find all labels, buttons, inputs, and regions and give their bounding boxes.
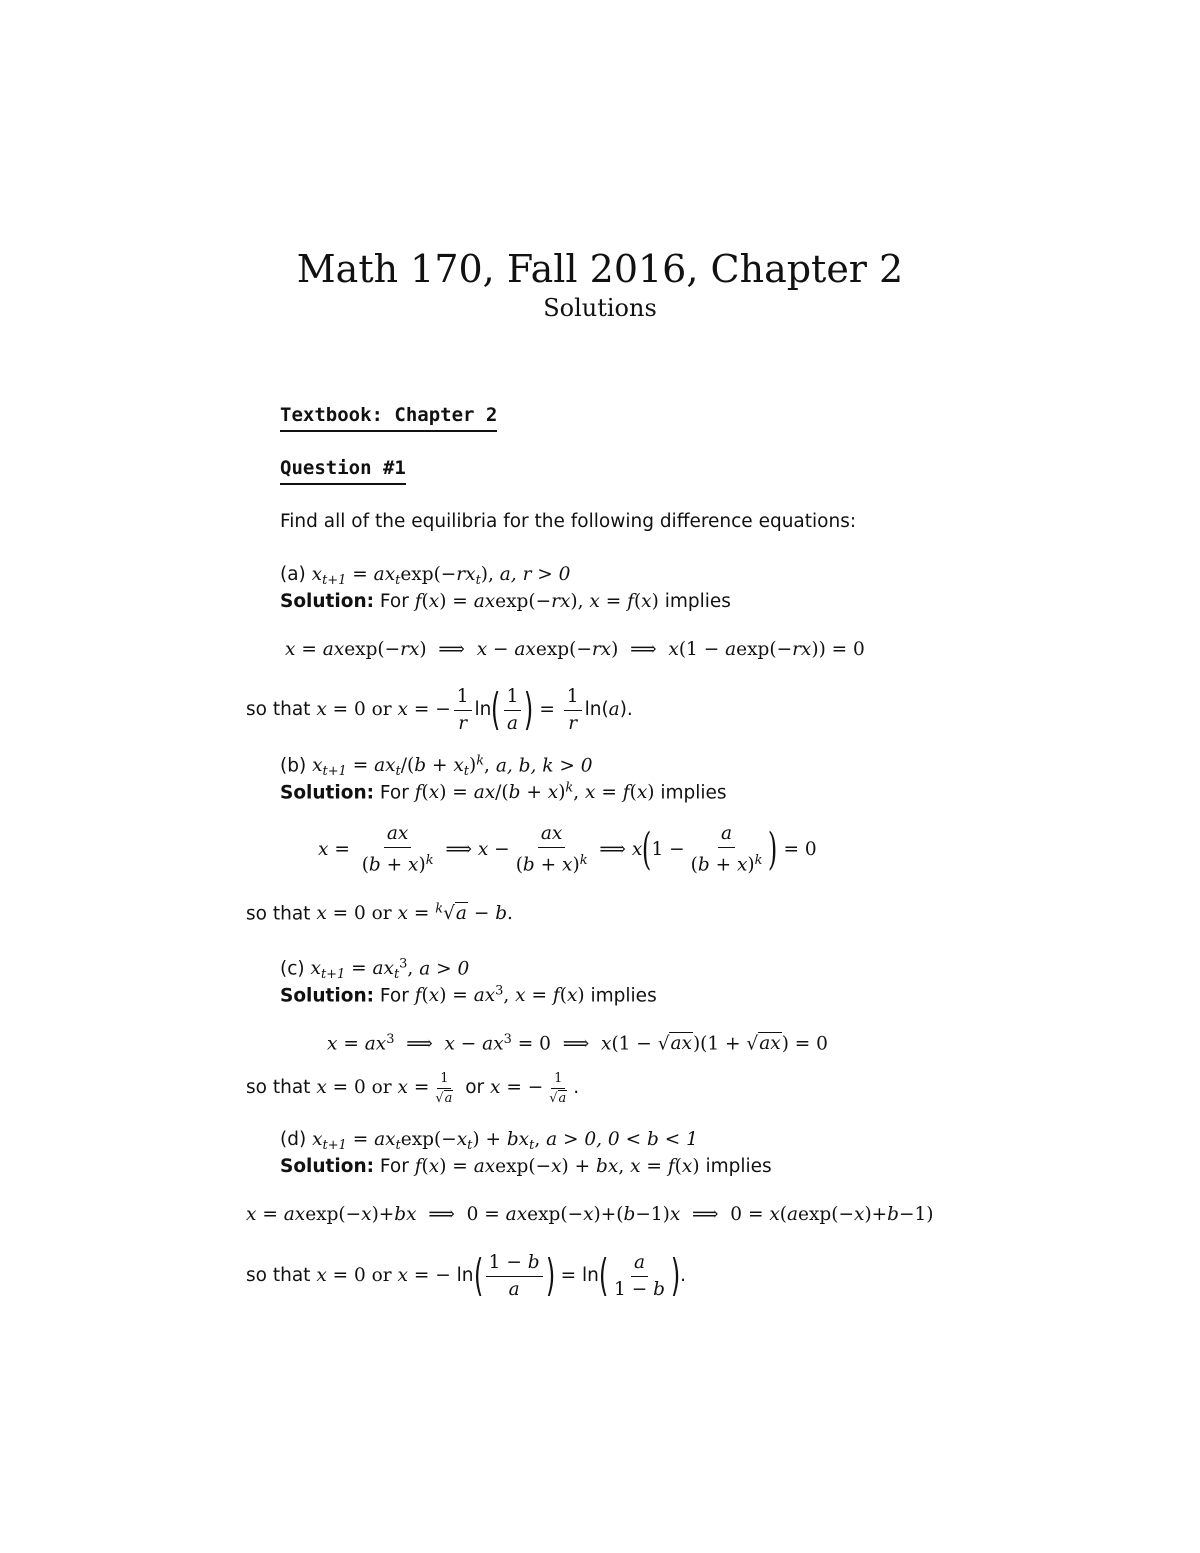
part-b-label: (b) [280,755,307,777]
solution-label: Solution: [280,591,375,612]
solution-label: Solution: [280,985,375,1007]
part-b-equation: x = $\frac{ax}{(b + x)^k}$ ⟹ x − $\frac{ax}{(b + x)^k}$ ⟹ x ( 1 − $\frac{a}{(b + x)^k}$ ) = 0 [318,823,817,876]
part-c-solution-line: Solution: For $f(x) = ax^3$, x = f(x) implies [280,984,657,1007]
implies-text: implies [705,1156,772,1177]
part-c-statement: (c) $x_{t+1} = ax_t^3$, a > 0 [280,957,470,983]
document-title: Math 170, Fall 2016, Chapter 2 [296,247,904,291]
part-b-statement: (b) $x_{t+1} = ax_t/(b + x_t)^k$, a, b, k > 0 [280,754,593,780]
so-that-text: so that [246,903,311,925]
part-d-result: so that x = 0 or x = − ln ( $\frac{1 - b}{a}$ ) = ln ( $\frac{a}{1 - b}$ ) . [246,1250,686,1301]
part-b-condition: a, b, k > 0 [495,755,593,777]
part-c-label: (c) [280,958,305,980]
so-that-text: so that [246,699,311,720]
section-heading: Textbook: Chapter 2 [280,403,497,432]
part-a-equation: x = axexp(−rx) ⟹ x − axexp(−rx) ⟹ x(1 − aexp(−rx)) = 0 [285,639,865,660]
implies-text: implies [664,591,731,612]
so-that-text: so that [246,1265,311,1286]
part-d-label: (d) [280,1129,307,1150]
part-b-solution-line: Solution: For $f(x) = ax/(b + x)^k$, x = f(x) implies [280,781,727,804]
part-d-condition: a > 0, 0 < b < 1 [546,1129,698,1150]
solution-label: Solution: [280,782,375,804]
part-d-solution-line: Solution: For f(x) = axexp(−x) + bx, x = f(x) implies [280,1156,772,1177]
part-a-result: so that x = 0 or x = − $\frac{1}{r}$ ln ( $\frac{1}{a}$ ) = $\frac{1}{r}$ ln(a). [246,684,633,735]
part-d-equation: x = axexp(−x)+bx ⟹ 0 = axexp(−x)+(b−1)x ⟹ 0 = x(aexp(−x)+b−1) [246,1204,934,1225]
implies-text: implies [590,985,657,1007]
part-a-solution-line: Solution: For f(x) = axexp(−rx), x = f(x) implies [280,591,731,612]
part-a-statement: (a) $x_{t+1} = ax_t\exp(-rx_t)$, a, r > 0 [280,564,571,588]
question-heading: Question #1 [280,456,406,485]
implies-text: implies [660,782,727,804]
part-b-result: so that x = 0 or x = $^k$√a − b. [246,902,513,925]
question-intro: Find all of the equilibria for the following difference equations: [280,511,857,532]
part-c-result: so that x = 0 or x = $\frac{1}{√a}$ or x = − $\frac{1}{√a}$ . [246,1070,580,1106]
part-d-statement: (d) $x_{t+1} = ax_t\exp(-x_t) + bx_t$, a > 0, 0 < b < 1 [280,1129,698,1153]
so-that-text: so that [246,1077,311,1098]
part-c-condition: a > 0 [419,958,470,980]
part-a-condition: a, r > 0 [499,564,571,585]
part-a-label: (a) [280,564,306,585]
solution-label: Solution: [280,1156,375,1177]
document-subtitle: Solutions [543,294,657,322]
part-c-equation: $x = ax^3$ ⟹ $x - ax^3 = 0$ ⟹ x(1 − √ax)(1 + √ax) = 0 [327,1032,828,1055]
